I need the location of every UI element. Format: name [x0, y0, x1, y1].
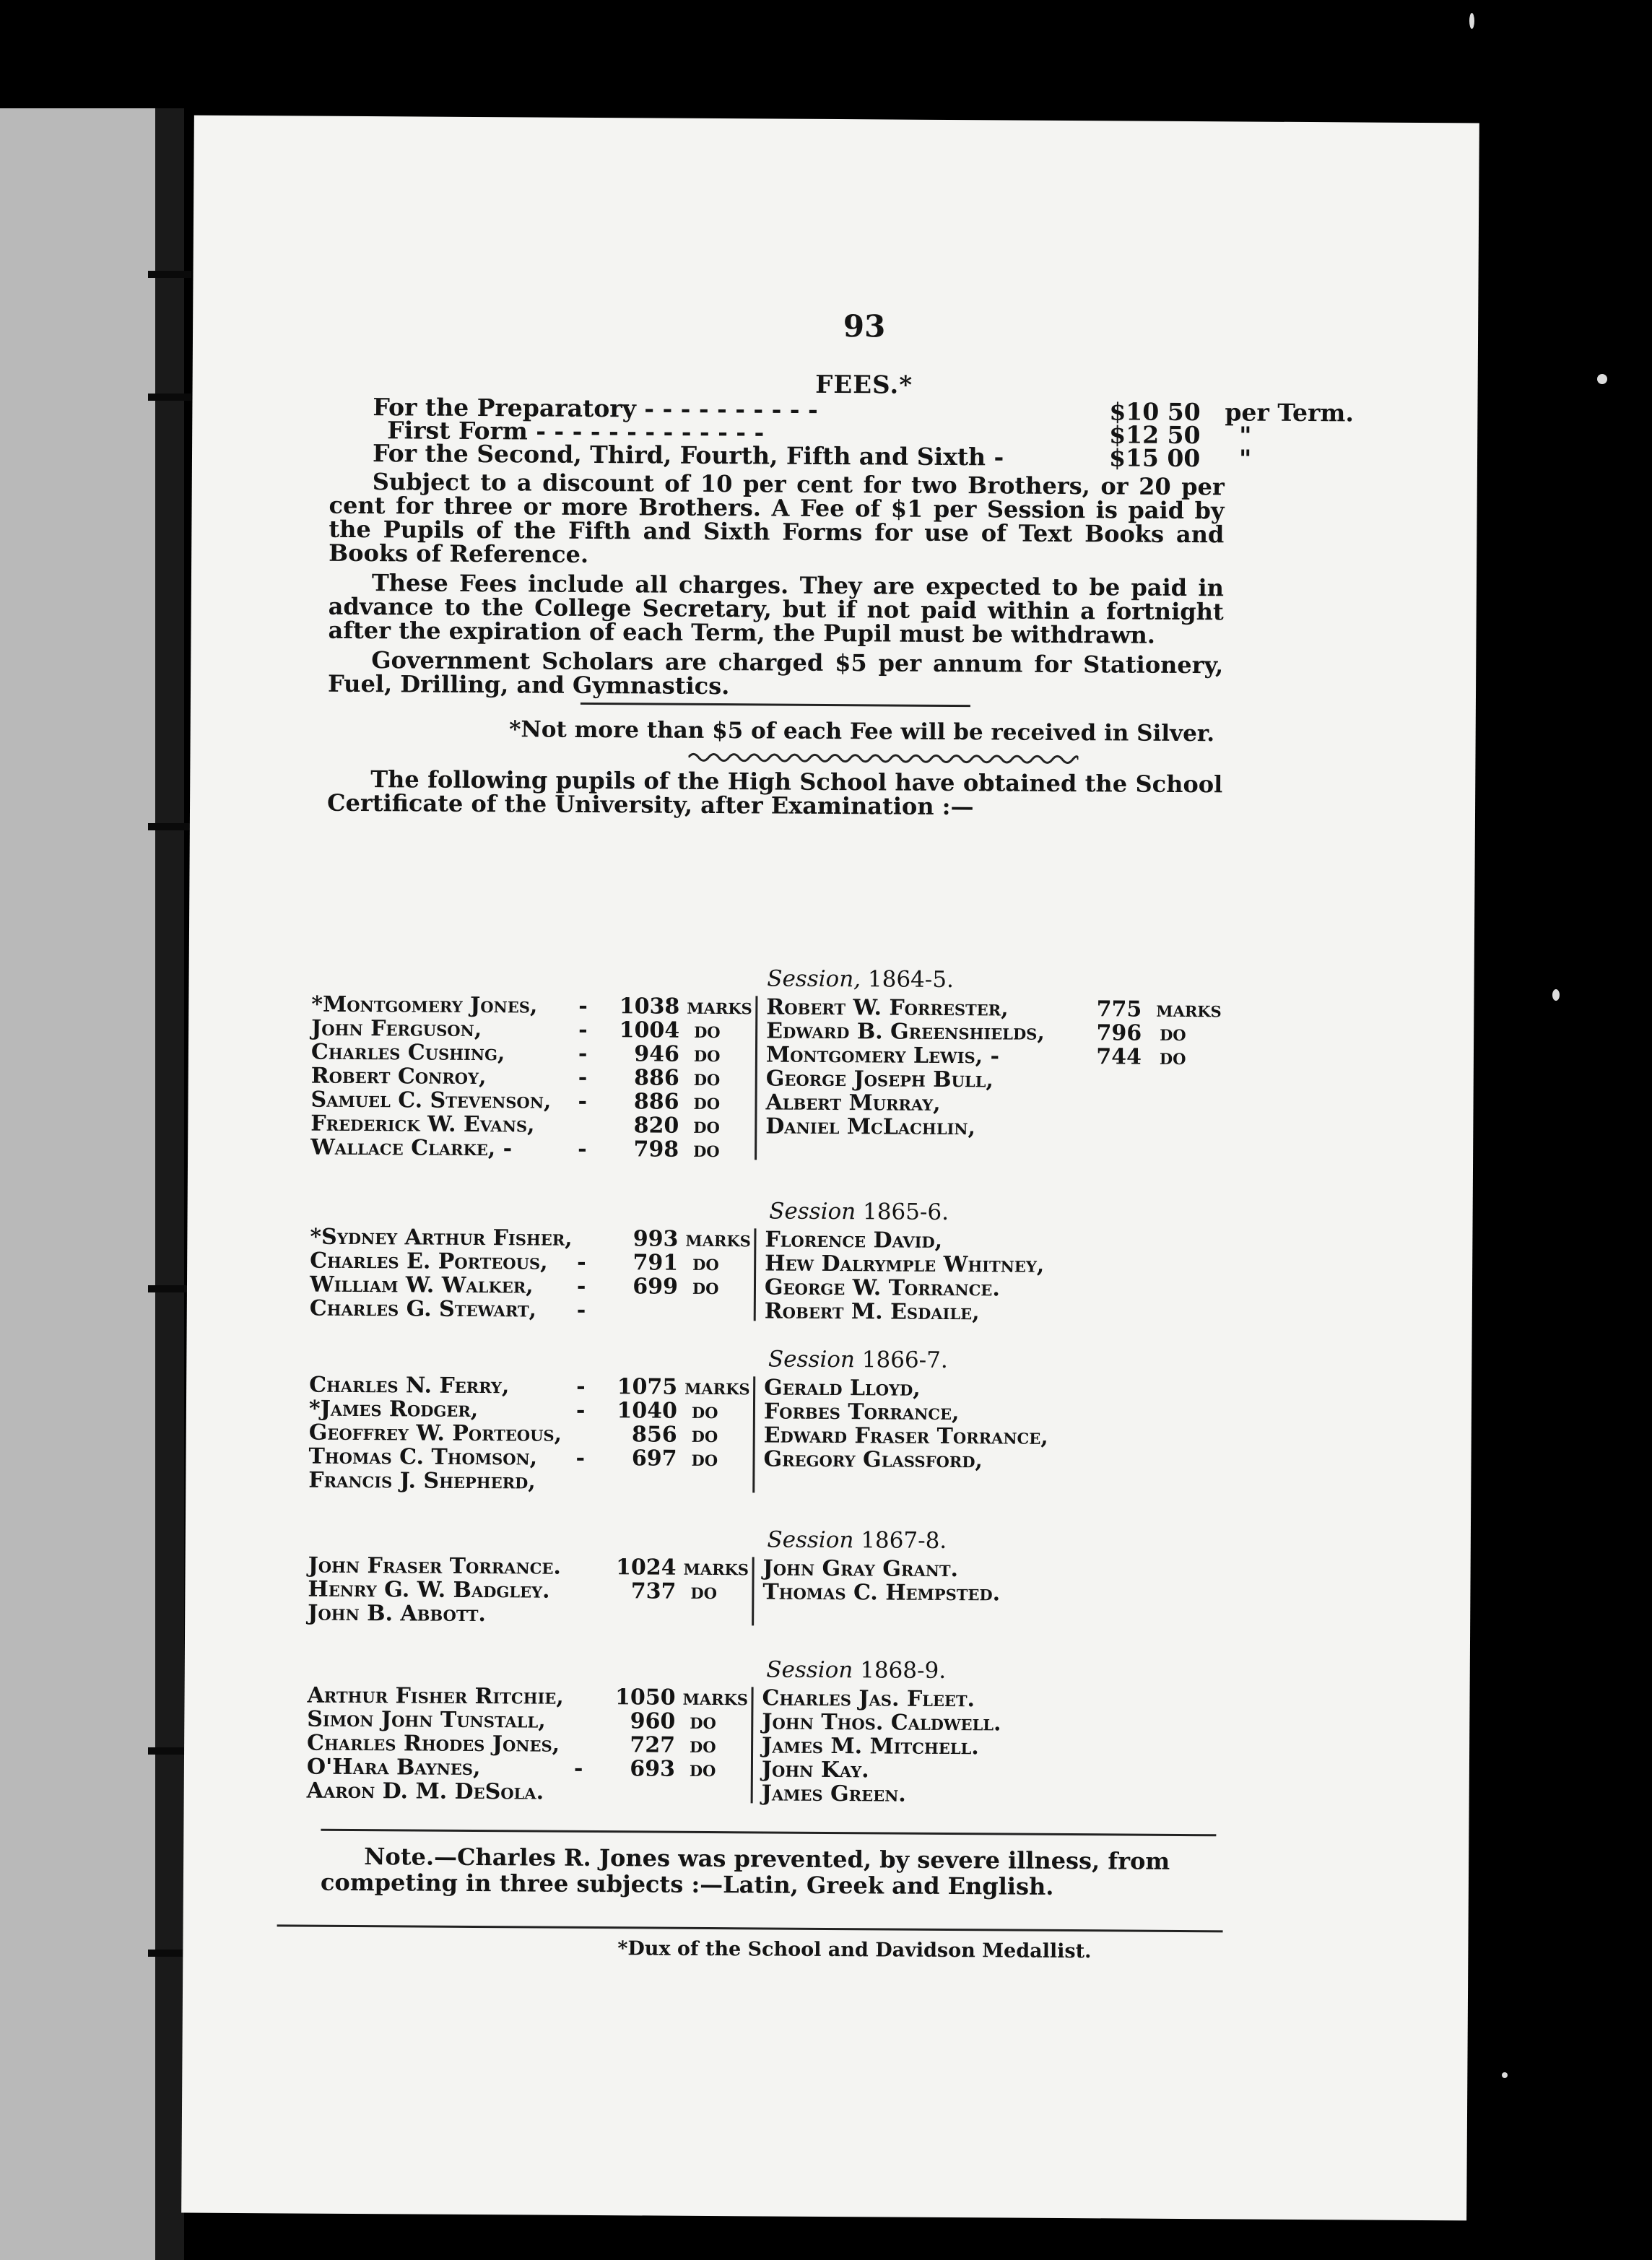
marks-unit: do — [690, 1732, 716, 1759]
scan-speck — [1597, 374, 1607, 384]
session-title — [325, 1196, 1394, 1228]
pupil-entry — [766, 1066, 1243, 1092]
separator-dash: - — [578, 1088, 588, 1114]
pupil-name: Charles N. Ferry, — [309, 1372, 510, 1399]
marks-unit: marks — [682, 1685, 749, 1711]
marks-unit: do — [691, 1398, 718, 1425]
pupil-name: Forbes Torrance, — [763, 1399, 960, 1426]
discount-paragraph: Subject to a discount of 10 per cent for two Brothers, or 20 per cent for three or more Brothers. A Fee of $1 per Session is paid by the Pupils of the Fifth and Sixth Forms for use of Text Books and Books of Reference. — [329, 468, 1225, 568]
pupil-name: Thomas C. Thomson, — [308, 1443, 538, 1471]
column-divider — [754, 1228, 757, 1321]
pupil-name: James Green. — [761, 1781, 906, 1807]
pupil-marks: 1075 — [617, 1374, 678, 1400]
marks-unit: do — [1159, 1044, 1186, 1071]
pupil-entry — [765, 1274, 1241, 1301]
pupil-name: William W. Walker, — [309, 1272, 534, 1299]
marks-unit: marks — [683, 1555, 749, 1581]
fee-row — [329, 439, 1398, 473]
binding-stitch — [148, 394, 191, 401]
pupil-entry — [765, 1090, 1242, 1116]
session-title-year: 1868-9. — [853, 1657, 947, 1684]
separator-dash: - — [578, 1064, 588, 1090]
separator-dash: - — [578, 1017, 588, 1043]
note-block — [321, 1843, 1216, 1901]
pupil-name: George W. Torrance. — [764, 1274, 1000, 1302]
marks-unit: do — [694, 1017, 721, 1044]
session-title-label: Session — [766, 1656, 853, 1684]
pupil-marks: 1050 — [614, 1685, 676, 1711]
marks-unit: do — [691, 1446, 718, 1472]
binding-stitch — [148, 271, 191, 278]
pupil-entry — [307, 1707, 740, 1734]
separator-dash: - — [575, 1397, 586, 1423]
pupil-marks: 737 — [630, 1578, 677, 1604]
pupil-marks: 1004 — [619, 1017, 680, 1043]
session-left-column — [309, 1224, 751, 1323]
pupil-entry — [762, 1685, 1238, 1712]
page-number: 93 — [843, 308, 886, 344]
fee-label: First Form - - - - - - - - - - - - - — [387, 416, 765, 447]
session-right-column — [765, 1227, 1242, 1325]
pupil-name: Francis J. Shepherd, — [308, 1467, 536, 1495]
document-page — [181, 116, 1479, 2221]
marks-unit: marks — [687, 994, 752, 1020]
pupil-marks: 697 — [631, 1446, 677, 1472]
separator-dash: - — [576, 1373, 586, 1399]
session-title — [323, 1524, 1391, 1557]
session-title-label: Session — [769, 1198, 856, 1225]
pupil-name: Robert M. Esdaile, — [764, 1298, 980, 1326]
dux-footnote: *Dux of the School and Davidson Medallist. — [617, 1937, 1092, 1963]
session-left-column — [306, 1682, 749, 1805]
pupil-entry — [310, 1087, 744, 1114]
pupil-name: *Sydney Arthur Fisher, — [310, 1224, 573, 1251]
fee-amount: $12 50 — [1109, 420, 1201, 450]
pupil-entry — [311, 1064, 744, 1090]
pupil-name: Geoffrey W. Porteous, — [308, 1420, 562, 1447]
silver-footnote: *Not more than $5 of each Fee will be received in Silver. — [509, 716, 1215, 747]
marks-unit: do — [690, 1578, 718, 1605]
pupil-name: Montgomery Lewis, - — [765, 1042, 1000, 1069]
pupil-entry — [307, 1778, 740, 1805]
pupil-entry — [310, 1111, 744, 1138]
binding-stitch — [148, 823, 191, 830]
pupil-marks: 693 — [630, 1756, 676, 1782]
session-title-label: Session — [767, 1526, 854, 1554]
column-divider — [755, 996, 757, 1160]
pupil-name: George Joseph Bull, — [765, 1066, 994, 1093]
session-right-column — [763, 1375, 1240, 1473]
pupil-marks — [596, 1602, 676, 1603]
pupil-name: Samuel C. Stevenson, — [310, 1087, 552, 1114]
pupil-entry — [762, 1757, 1238, 1783]
pupil-marks: 946 — [634, 1041, 680, 1067]
pupil-name: Charles G. Stewart, — [309, 1295, 537, 1323]
session-right-column — [762, 1555, 1239, 1606]
marks-unit: do — [692, 1274, 719, 1300]
pupil-entry — [763, 1446, 1240, 1473]
pupil-name: John B. Abbott. — [308, 1600, 486, 1627]
pupil-entry — [309, 1396, 742, 1423]
note-text: Note.—Charles R. Jones was prevented, by severe illness, from competing in three subjects :—Latin, Greek and English. — [320, 1843, 1170, 1900]
fee-period: " — [1239, 421, 1252, 450]
pupil-name: Edward B. Greenshields, — [766, 1018, 1045, 1046]
pupil-entry — [763, 1555, 1240, 1582]
pupil-entry — [764, 1422, 1240, 1449]
scan-speck — [1502, 2072, 1508, 2078]
column-divider — [751, 1687, 754, 1803]
pupil-name: Robert W. Forrester, — [766, 994, 1009, 1022]
pupil-name: John Ferguson, — [311, 1015, 482, 1043]
certificate-intro — [326, 765, 1223, 821]
pupil-marks: 796 — [1096, 1020, 1142, 1046]
pupil-marks — [597, 1469, 677, 1470]
intro-text: The following pupils of the High School have obtained the School Certificate of the University, after Examination :— — [326, 765, 1223, 821]
fee-label: For the Preparatory - - - - - - - - - - — [373, 393, 818, 424]
marks-unit: marks — [684, 1374, 750, 1401]
pupil-entry — [310, 1248, 743, 1275]
fee-period: " — [1238, 444, 1252, 473]
fee-period: per Term. — [1225, 398, 1355, 427]
separator-dash: - — [577, 1249, 586, 1275]
page-content — [306, 116, 1400, 1963]
pupil-entry — [309, 1420, 742, 1447]
pupil-entry — [308, 1577, 741, 1604]
pupil-marks: 791 — [632, 1250, 679, 1276]
separator-dash: - — [575, 1445, 586, 1471]
section-rule — [277, 1924, 1223, 1932]
pupil-name: John Fraser Torrance. — [308, 1552, 561, 1580]
separator-dash: - — [576, 1273, 586, 1299]
session-title — [322, 1654, 1391, 1687]
pupil-name: Charles Rhodes Jones, — [307, 1730, 560, 1757]
pupil-entry — [308, 1552, 749, 1581]
pupil-entry — [764, 1375, 1240, 1401]
pupil-entry — [765, 1227, 1241, 1253]
pupil-entry — [765, 1298, 1241, 1325]
fee-label: For the Second, Third, Fourth, Fifth and Sixth - — [372, 439, 1004, 471]
session-right-column — [765, 994, 1243, 1140]
pupil-entry — [310, 1296, 743, 1323]
pupil-name: Florence David, — [765, 1227, 943, 1253]
pupil-entry — [762, 1579, 1239, 1606]
pupil-name: John Gray Grant. — [762, 1555, 959, 1583]
pupil-name: Gerald Lloyd, — [764, 1375, 921, 1401]
pupil-entry — [308, 1468, 742, 1495]
pupil-name: Frederick W. Evans, — [310, 1111, 535, 1138]
pupil-entry — [766, 1042, 1243, 1069]
pupil-marks: 699 — [632, 1274, 679, 1300]
pupil-name: *James Rodger, — [308, 1396, 479, 1423]
separator-dash: - — [578, 993, 588, 1019]
pupil-marks: 960 — [630, 1708, 676, 1734]
pupil-entry — [765, 1251, 1241, 1277]
pupil-marks: 993 — [632, 1226, 679, 1252]
binding-stitch — [148, 1285, 191, 1292]
column-divider — [752, 1376, 755, 1492]
pupil-entry — [310, 1224, 751, 1253]
wavy-divider — [688, 751, 1078, 766]
scholars-paragraph: Government Scholars are charged $5 per annum for Stationery, Fuel, Drilling, and Gymnastics. — [327, 646, 1224, 700]
pupil-name: O'Hara Baynes, — [306, 1754, 481, 1781]
pupil-marks: 798 — [633, 1136, 679, 1162]
pupil-marks: 744 — [1096, 1044, 1142, 1070]
pupil-name: Simon John Tunstall, — [307, 1706, 546, 1734]
pupil-entry — [310, 1135, 744, 1162]
pupil-name: Gregory Glassford, — [763, 1446, 983, 1474]
marks-unit: do — [1160, 1020, 1186, 1047]
pupil-marks — [596, 1780, 675, 1781]
pupil-entry — [311, 1016, 744, 1043]
marks-unit: do — [693, 1089, 721, 1116]
scan-speck — [1552, 989, 1560, 1001]
pupil-entry — [762, 1733, 1238, 1760]
pupil-name: Albert Murray, — [765, 1090, 941, 1116]
pupil-entry — [766, 1018, 1243, 1045]
pupil-entry — [309, 1372, 750, 1401]
pupil-entry — [764, 1399, 1240, 1425]
marks-unit: do — [692, 1250, 719, 1277]
session-title-year: 1866-7. — [854, 1347, 948, 1373]
marks-unit: marks — [685, 1226, 751, 1253]
pupil-entry — [762, 1709, 1238, 1736]
separator-dash: - — [573, 1755, 583, 1781]
payment-paragraph: These Fees include all charges. They are expected to be paid in advance to the College Secretary, but if not paid within a fortnight after the expiration of each Term, the Pupil must be withdrawn. — [328, 569, 1225, 649]
fees-heading: FEES.* — [815, 370, 913, 400]
session-left-column — [308, 1552, 749, 1627]
session-title-label: Session — [768, 1346, 856, 1373]
session-title — [326, 963, 1395, 996]
pupil-entry — [307, 1682, 749, 1711]
pupil-name: Aaron D. M. DeSola. — [306, 1778, 544, 1805]
marks-unit: do — [693, 1065, 721, 1092]
pupil-name: John Kay. — [761, 1757, 869, 1783]
pupil-entry — [308, 1601, 741, 1627]
marks-unit: do — [691, 1422, 718, 1448]
pupil-name: Charles Jas. Fleet. — [762, 1685, 975, 1713]
pupil-entry — [765, 1113, 1242, 1140]
section-rule — [321, 1829, 1216, 1837]
pupil-name: Charles Cushing, — [310, 1039, 505, 1066]
fee-amount: $10 50 — [1109, 397, 1201, 427]
pupil-marks: 1040 — [617, 1398, 678, 1424]
marks-unit: do — [693, 1041, 721, 1068]
session-title-year: 1865-6. — [856, 1199, 949, 1226]
session-title — [323, 1344, 1392, 1376]
pupil-name: James M. Mitchell. — [762, 1733, 979, 1760]
separator-dash: - — [578, 1136, 587, 1162]
marks-unit: do — [693, 1136, 720, 1163]
pupil-marks: 886 — [633, 1089, 679, 1115]
pupil-marks: 727 — [630, 1732, 676, 1758]
pupil-marks: 1038 — [619, 994, 680, 1020]
pupil-entry — [762, 1781, 1238, 1807]
pupil-name: Charles E. Porteous, — [310, 1248, 548, 1275]
pupil-marks: 886 — [634, 1065, 679, 1091]
facing-page-edge — [0, 108, 155, 2260]
session-left-column — [308, 1372, 750, 1495]
column-divider — [752, 1557, 755, 1625]
pupil-name: Edward Fraser Torrance, — [763, 1422, 1048, 1450]
pupil-name: John Thos. Caldwell. — [762, 1709, 1001, 1737]
scan-speck — [1469, 13, 1474, 29]
pupil-entry — [766, 994, 1243, 1021]
pupil-entry — [307, 1731, 740, 1757]
pupil-name: Thomas C. Hempsted. — [762, 1579, 1001, 1607]
session-right-column — [762, 1685, 1239, 1807]
session-title-year: 1867-8. — [853, 1527, 947, 1554]
pupil-entry — [311, 1040, 744, 1066]
marks-unit: marks — [1156, 996, 1222, 1023]
pupil-name: *Montgomery Jones, — [311, 991, 538, 1019]
pupil-entry — [311, 991, 752, 1020]
pupil-name: Arthur Fisher Ritchie, — [307, 1682, 564, 1710]
marks-unit: do — [689, 1756, 716, 1783]
session-title-year: 1864-5. — [860, 966, 955, 994]
pupil-entry — [307, 1755, 740, 1781]
pupil-name: Daniel McLachlin, — [765, 1113, 976, 1141]
pupil-entry — [308, 1444, 742, 1471]
separator-dash: - — [578, 1040, 588, 1066]
pupil-name: Wallace Clarke, - — [310, 1134, 513, 1162]
session-left-column — [310, 991, 752, 1163]
pupil-name: Hew Dalrymple Whitney, — [765, 1251, 1045, 1278]
separator-dash: - — [576, 1297, 586, 1323]
pupil-marks: 775 — [1096, 996, 1142, 1022]
pupil-name: Robert Conroy, — [310, 1063, 487, 1090]
marks-unit: do — [693, 1113, 720, 1139]
session-title-label: Session, — [767, 965, 861, 993]
section-rule — [581, 703, 970, 707]
fee-amount: $15 00 — [1108, 443, 1201, 473]
pupil-entry — [310, 1272, 743, 1299]
book-gutter — [155, 108, 184, 2260]
pupil-marks: 1024 — [616, 1555, 677, 1581]
fees-conditions — [328, 470, 1225, 702]
pupil-marks: 820 — [633, 1113, 679, 1139]
pupil-marks: 856 — [632, 1422, 677, 1448]
pupil-name: Henry G. W. Badgley. — [308, 1576, 550, 1604]
marks-unit: do — [690, 1708, 716, 1735]
